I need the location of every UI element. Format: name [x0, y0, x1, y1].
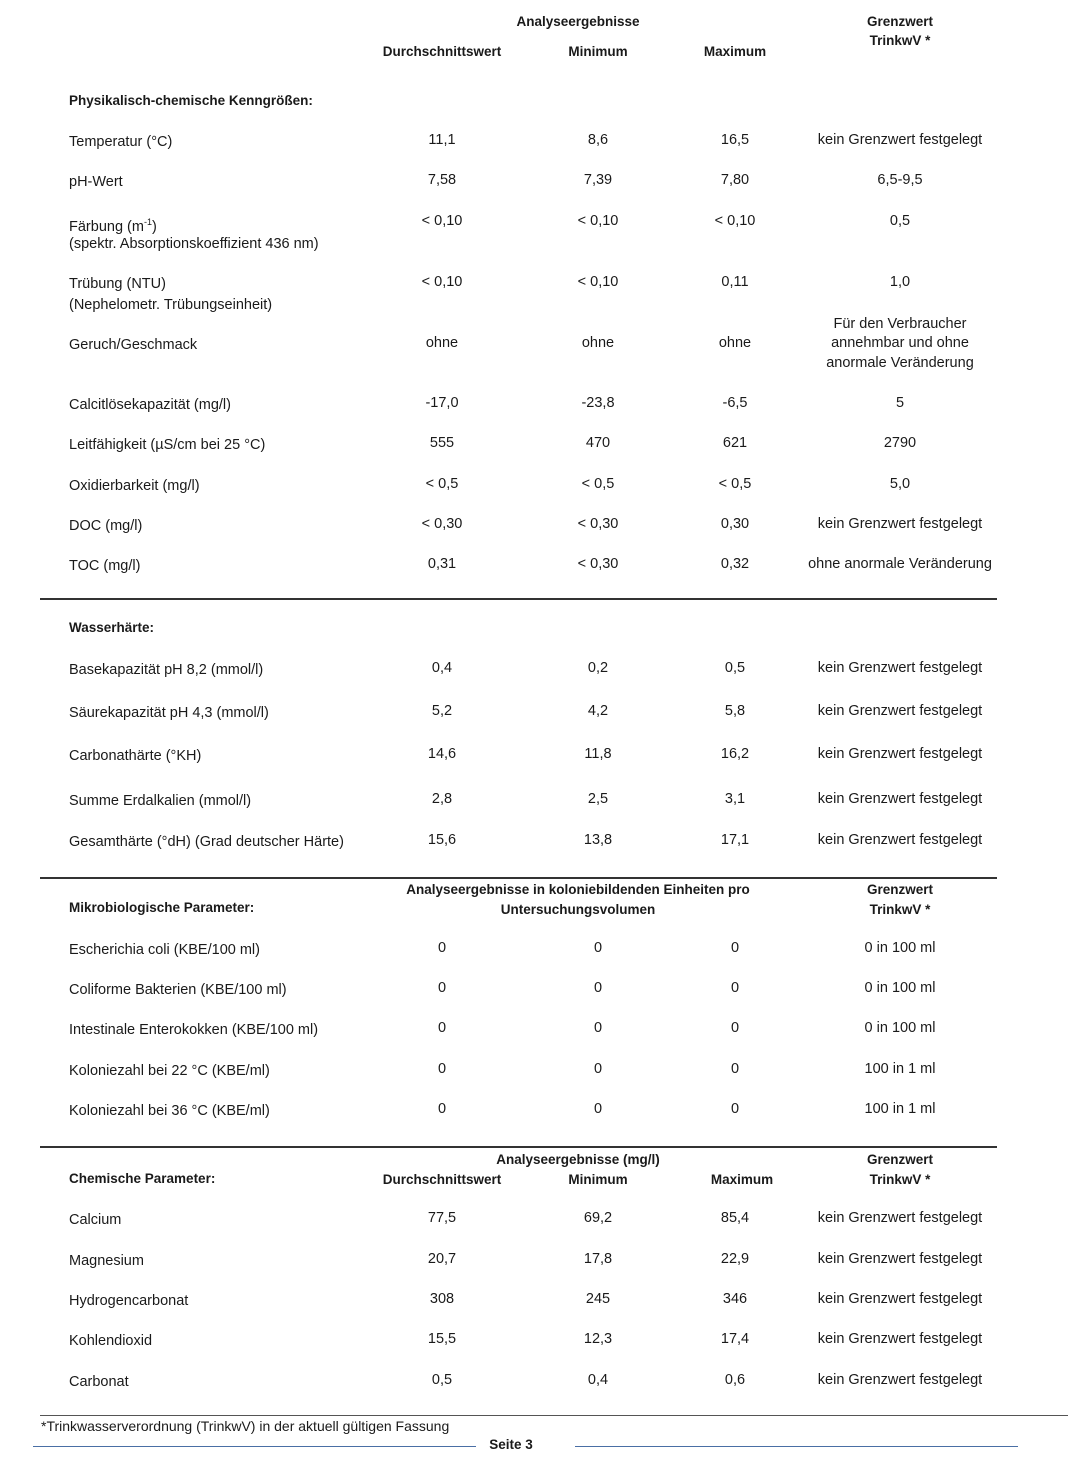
row-label: Intestinale Enterokokken (KBE/100 ml)	[69, 1022, 319, 1038]
header-limit-line1: Grenzwert	[866, 882, 934, 897]
cell-avg: < 0,5	[425, 476, 459, 492]
row-label: Oxidierbarkeit (mg/l)	[69, 478, 200, 494]
cell-max: 0	[730, 1061, 740, 1077]
header-limit-line1: Grenzwert	[866, 14, 934, 29]
section-divider	[40, 877, 997, 879]
cell-limit: kein Grenzwert festgelegt	[817, 746, 983, 762]
cell-limit-line3: anormale Veränderung	[826, 355, 974, 371]
row-label: Basekapazität pH 8,2 (mmol/l)	[69, 662, 264, 678]
cell-max: 16,2	[720, 746, 750, 762]
section-title-phys: Physikalisch-chemische Kenngrößen:	[69, 93, 313, 108]
cell-limit: 6,5-9,5	[877, 172, 923, 188]
header-limit-line2: TrinkwV *	[869, 33, 931, 48]
cell-min: 470	[585, 435, 611, 451]
cell-avg: 0	[437, 980, 447, 996]
header-limit-line2: TrinkwV *	[869, 1172, 931, 1187]
cell-min: ohne	[581, 335, 615, 351]
cell-avg: 0,4	[431, 660, 453, 676]
cell-min: -23,8	[581, 395, 615, 411]
cell-limit: 5	[895, 395, 905, 411]
cell-limit: kein Grenzwert festgelegt	[817, 516, 983, 532]
cell-avg: 5,2	[431, 703, 453, 719]
cell-limit: kein Grenzwert festgelegt	[817, 1210, 983, 1226]
row-label: Calcitlösekapazität (mg/l)	[69, 397, 231, 413]
row-label: Calcium	[69, 1212, 122, 1228]
cell-min: 0,4	[587, 1372, 609, 1388]
header-max: Maximum	[710, 1172, 774, 1187]
header-min: Minimum	[568, 44, 628, 59]
section-divider	[40, 1146, 997, 1148]
cell-max: < 0,10	[714, 213, 756, 229]
row-label: Temperatur (°C)	[69, 134, 173, 150]
header-limit-line1: Grenzwert	[866, 1152, 934, 1167]
cell-min: 2,5	[587, 791, 609, 807]
cell-limit: kein Grenzwert festgelegt	[817, 660, 983, 676]
cell-min: < 0,5	[581, 476, 615, 492]
cell-limit: 0,5	[889, 213, 911, 229]
cell-avg: 11,1	[428, 132, 456, 148]
cell-max: 0,6	[724, 1372, 746, 1388]
cell-avg: 0	[437, 1061, 447, 1077]
cell-max: 7,80	[720, 172, 750, 188]
footer-rule-right	[575, 1446, 1018, 1447]
cell-min: 69,2	[583, 1210, 613, 1226]
cell-limit: 2790	[883, 435, 917, 451]
header-limit-line2: TrinkwV *	[869, 902, 931, 917]
cell-min: 17,8	[583, 1251, 613, 1267]
row-label: Koloniezahl bei 22 °C (KBE/ml)	[69, 1063, 270, 1079]
footnote: *Trinkwasserverordnung (TrinkwV) in der aktuell gültigen Fassung	[41, 1418, 450, 1434]
row-label: Säurekapazität pH 4,3 (mmol/l)	[69, 705, 269, 721]
cell-avg: 77,5	[427, 1210, 457, 1226]
row-label: Kohlendioxid	[69, 1333, 153, 1349]
cell-min: < 0,30	[577, 556, 619, 572]
row-label: Leitfähigkeit (µS/cm bei 25 °C)	[69, 437, 266, 453]
cell-max: 22,9	[720, 1251, 750, 1267]
cell-max: 0,11	[721, 274, 749, 290]
page-number: Seite 3	[489, 1437, 533, 1452]
cell-max: 0	[730, 1101, 740, 1117]
cell-max: 0,32	[720, 556, 750, 572]
cell-min: < 0,10	[577, 274, 619, 290]
cell-limit: kein Grenzwert festgelegt	[817, 132, 983, 148]
cell-min: 245	[585, 1291, 611, 1307]
cell-avg: 0	[437, 940, 447, 956]
row-label: Trübung (NTU)	[69, 276, 166, 292]
cell-avg: 308	[429, 1291, 455, 1307]
cell-max: 0,30	[720, 516, 750, 532]
cell-min: 0	[593, 980, 603, 996]
micro-group-line1: Analyseergebnisse in koloniebildenden Einheiten pro	[406, 882, 750, 897]
cell-max: ohne	[718, 335, 752, 351]
cell-avg: 0,31	[427, 556, 457, 572]
row-label: Geruch/Geschmack	[69, 337, 198, 353]
cell-min: 11,8	[584, 746, 612, 762]
row-label-sub: (Nephelometr. Trübungseinheit)	[69, 297, 273, 313]
cell-limit: ohne anormale Veränderung	[808, 556, 992, 572]
chem-group-label: Analyseergebnisse (mg/l)	[496, 1152, 660, 1167]
cell-max: 5,8	[724, 703, 746, 719]
cell-min: 8,6	[587, 132, 609, 148]
cell-min: 0	[593, 1020, 603, 1036]
row-label: DOC (mg/l)	[69, 518, 143, 534]
cell-max: 621	[722, 435, 748, 451]
cell-min: 0,2	[587, 660, 609, 676]
cell-limit: 0 in 100 ml	[864, 980, 936, 996]
row-label-sup: -1	[143, 217, 152, 227]
row-label: Escherichia coli (KBE/100 ml)	[69, 942, 260, 958]
row-label-sub: (spektr. Absorptionskoeffizient 436 nm)	[69, 236, 319, 252]
cell-max: 0,5	[724, 660, 746, 676]
cell-limit: 100 in 1 ml	[864, 1101, 936, 1117]
cell-limit-line1: Für den Verbraucher	[833, 316, 967, 332]
cell-limit: 0 in 100 ml	[864, 1020, 936, 1036]
cell-min: 0	[593, 1101, 603, 1117]
cell-limit: kein Grenzwert festgelegt	[817, 832, 983, 848]
header-min: Minimum	[568, 1172, 628, 1187]
cell-avg: 555	[429, 435, 455, 451]
row-label: Hydrogencarbonat	[69, 1293, 189, 1309]
row-label: Coliforme Bakterien (KBE/100 ml)	[69, 982, 287, 998]
row-label: TOC (mg/l)	[69, 558, 141, 574]
section-title-micro: Mikrobiologische Parameter:	[69, 900, 255, 915]
cell-limit: kein Grenzwert festgelegt	[817, 1331, 983, 1347]
cell-min: < 0,30	[577, 516, 619, 532]
cell-limit: kein Grenzwert festgelegt	[817, 791, 983, 807]
row-label: Carbonat	[69, 1374, 129, 1390]
cell-avg: 15,6	[427, 832, 457, 848]
cell-limit: kein Grenzwert festgelegt	[817, 1291, 983, 1307]
row-label: Gesamthärte (°dH) (Grad deutscher Härte)	[69, 834, 344, 850]
cell-min: 12,3	[583, 1331, 613, 1347]
cell-min: 4,2	[587, 703, 609, 719]
cell-max: 346	[722, 1291, 748, 1307]
cell-avg: 20,7	[427, 1251, 457, 1267]
cell-avg: 0	[437, 1020, 447, 1036]
cell-limit: 1,0	[889, 274, 911, 290]
cell-limit: kein Grenzwert festgelegt	[817, 703, 983, 719]
header-avg: Durchschnittswert	[382, 1172, 502, 1187]
row-label: Magnesium	[69, 1253, 144, 1269]
cell-avg: < 0,10	[421, 213, 463, 229]
cell-limit: 100 in 1 ml	[864, 1061, 936, 1077]
cell-avg: 0	[437, 1101, 447, 1117]
cell-avg: -17,0	[425, 395, 459, 411]
cell-max: 0	[730, 1020, 740, 1036]
section-divider	[40, 598, 997, 600]
section-title-hardness: Wasserhärte:	[69, 620, 155, 635]
cell-limit: kein Grenzwert festgelegt	[817, 1372, 983, 1388]
cell-max: 0	[730, 940, 740, 956]
cell-min: 0	[593, 1061, 603, 1077]
cell-max: 0	[730, 980, 740, 996]
row-label: Koloniezahl bei 36 °C (KBE/ml)	[69, 1103, 270, 1119]
row-label-text: Färbung (m	[69, 218, 144, 235]
cell-avg: < 0,30	[421, 516, 463, 532]
cell-max: 85,4	[720, 1210, 750, 1226]
cell-limit-line2: annehmbar und ohne	[831, 335, 969, 351]
footer-divider	[40, 1415, 1068, 1416]
cell-limit: kein Grenzwert festgelegt	[817, 1251, 983, 1267]
header-avg: Durchschnittswert	[382, 44, 502, 59]
cell-min: < 0,10	[577, 213, 619, 229]
cell-max: -6,5	[722, 395, 748, 411]
cell-max: 3,1	[724, 791, 746, 807]
cell-avg: 2,8	[431, 791, 453, 807]
cell-max: 17,1	[720, 832, 750, 848]
micro-group-line2: Untersuchungsvolumen	[500, 902, 656, 917]
header-group-label: Analyseergebnisse	[516, 14, 640, 29]
cell-avg: < 0,10	[421, 274, 463, 290]
row-label: Carbonathärte (°KH)	[69, 748, 202, 764]
cell-avg: 0,5	[431, 1372, 453, 1388]
cell-max: < 0,5	[718, 476, 752, 492]
section-title-chem: Chemische Parameter:	[69, 1171, 216, 1186]
cell-min: 0	[593, 940, 603, 956]
cell-min: 7,39	[583, 172, 613, 188]
cell-avg: 7,58	[427, 172, 457, 188]
cell-avg: 15,5	[427, 1331, 457, 1347]
cell-max: 17,4	[720, 1331, 750, 1347]
cell-avg: 14,6	[427, 746, 457, 762]
row-label-tail: )	[151, 218, 157, 235]
cell-min: 13,8	[583, 832, 613, 848]
header-max: Maximum	[703, 44, 767, 59]
footer-rule-left	[33, 1446, 476, 1447]
cell-limit: 0 in 100 ml	[864, 940, 936, 956]
cell-avg: ohne	[425, 335, 459, 351]
cell-max: 16,5	[720, 132, 750, 148]
cell-limit: 5,0	[889, 476, 911, 492]
row-label: Summe Erdalkalien (mmol/l)	[69, 793, 252, 809]
row-label: pH-Wert	[69, 174, 123, 190]
